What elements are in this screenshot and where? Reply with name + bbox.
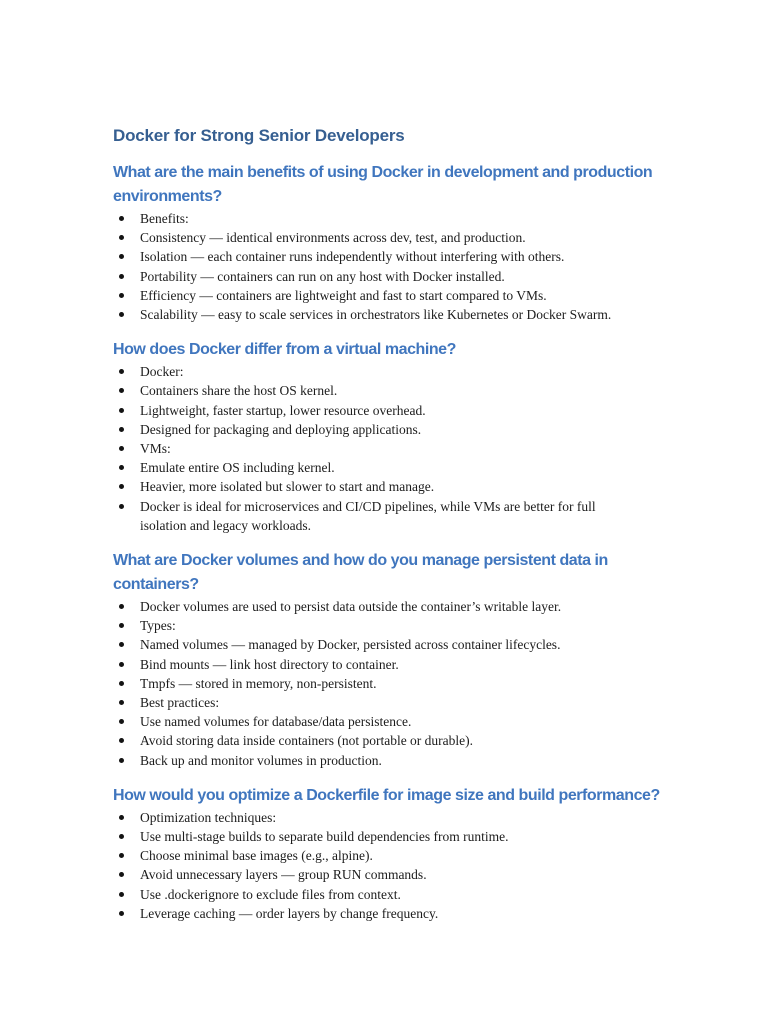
bullet-item (113, 420, 713, 439)
bullet-item (113, 865, 713, 884)
bullet-line: Isolation — each container runs independently without interfering with others. (140, 249, 565, 265)
bullet-item (113, 362, 713, 381)
heading-line: environments? (113, 188, 222, 205)
bullet-line: Portability — containers can run on any host with Docker installed. (140, 268, 505, 284)
bullet-line: Use multi-stage builds to separate build dependencies from runtime. (140, 829, 509, 845)
bullet-item (113, 693, 713, 712)
qa-section-benefits (113, 161, 713, 324)
bullet-line: Efficiency — containers are lightweight and fast to start compared to VMs. (140, 287, 547, 303)
bullet-item (113, 401, 713, 420)
bullet-line: isolation and legacy workloads. (140, 517, 311, 533)
bullet-line: Avoid storing data inside containers (not portable or durable). (140, 733, 474, 749)
bullet-line: Back up and monitor volumes in production. (140, 752, 382, 768)
bullet-line: Leverage caching — order layers by change frequency. (140, 905, 439, 921)
bullet-item (113, 712, 713, 731)
bullet-list (113, 362, 713, 535)
bullet-item (113, 674, 713, 693)
heading-line: What are Docker volumes and how do you manage persistent data in (113, 552, 608, 570)
bullet-line: Tmpfs — stored in memory, non-persistent. (140, 675, 377, 691)
section-heading (113, 549, 713, 597)
bullet-line: Use .dockerignore to exclude files from context. (140, 886, 401, 902)
bullet-list (113, 808, 713, 923)
bullet-item (113, 827, 713, 846)
bullet-line: Designed for packaging and deploying applications. (140, 421, 422, 437)
bullet-line: Heavier, more isolated but slower to start and manage. (140, 479, 435, 495)
bullet-item (113, 616, 713, 635)
bullet-item (113, 247, 713, 266)
section-heading (113, 784, 713, 808)
bullet-list (113, 597, 713, 770)
bullet-line: Docker: (140, 364, 184, 380)
section-heading (113, 338, 713, 362)
bullet-line: Avoid unnecessary layers — group RUN commands. (140, 867, 427, 883)
section-heading (113, 161, 713, 209)
bullet-line: Scalability — easy to scale services in orchestrators like Kubernetes or Docker Swarm. (140, 307, 612, 323)
bullet-line: Lightweight, faster startup, lower resource overhead. (140, 402, 426, 418)
bullet-item (113, 381, 713, 400)
heading-line: containers? (113, 576, 199, 594)
qa-section-dockerfile-optimization (113, 784, 713, 923)
bullet-item (113, 655, 713, 674)
bullet-line: Use named volumes for database/data persistence. (140, 714, 412, 730)
bullet-line: Bind mounts — link host directory to container. (140, 656, 399, 672)
heading-line: How does Docker differ from a virtual machine? (113, 341, 456, 359)
bullet-line: Choose minimal base images (e.g., alpine). (140, 848, 373, 864)
bullet-line: Named volumes — managed by Docker, persisted across container lifecycles. (140, 637, 561, 653)
qa-section-docker-vs-vm (113, 338, 713, 535)
heading-line: What are the main benefits of using Docker in development and production (113, 164, 653, 181)
bullet-item (113, 885, 713, 904)
bullet-item (113, 635, 713, 654)
bullet-line: Docker volumes are used to persist data outside the container’s writable layer. (140, 599, 562, 615)
bullet-line: Best practices: (140, 695, 220, 711)
bullet-item (113, 458, 713, 477)
bullet-list (113, 209, 713, 324)
bullet-item (113, 228, 713, 247)
bullet-line: Emulate entire OS including kernel. (140, 460, 335, 476)
bullet-item (113, 731, 713, 750)
bullet-line: Optimization techniques: (140, 809, 277, 825)
bullet-line: Benefits: (140, 211, 189, 226)
bullet-item (113, 209, 713, 228)
bullet-item (113, 904, 713, 923)
bullet-line: VMs: (140, 441, 171, 457)
heading-line: How would you optimize a Dockerfile for image size and build performance? (113, 786, 660, 804)
bullet-item (113, 439, 713, 458)
bullet-item (113, 267, 713, 286)
document-title: Docker for Strong Senior Developers (113, 126, 405, 145)
bullet-item (113, 808, 713, 827)
bullet-line: Types: (140, 618, 176, 634)
bullet-item (113, 751, 713, 770)
bullet-item (113, 477, 713, 496)
bullet-item (113, 286, 713, 305)
bullet-item (113, 497, 713, 535)
bullet-line: Containers share the host OS kernel. (140, 383, 338, 399)
bullet-line: Consistency — identical environments across dev, test, and production. (140, 230, 526, 246)
bullet-item (113, 305, 713, 324)
bullet-item (113, 597, 713, 616)
document-page (113, 125, 713, 923)
qa-section-volumes (113, 549, 713, 770)
bullet-item (113, 846, 713, 865)
bullet-line: Docker is ideal for microservices and CI/CD pipelines, while VMs are better for full (140, 498, 596, 514)
